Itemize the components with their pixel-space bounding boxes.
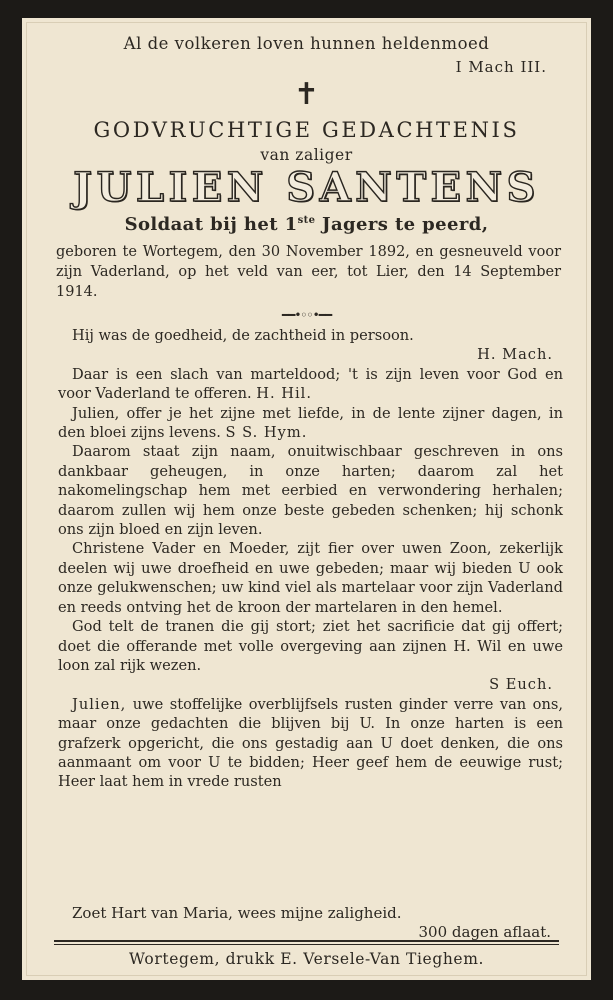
cross-icon: ✝ [293, 77, 320, 112]
paragraph-7 [58, 695, 563, 792]
paragraph-2-text: Daar is een slach van marteldood; 't is zijn leven voor God en voor Vaderland te offeren. [58, 365, 563, 403]
rank-superscript: ste [297, 215, 316, 226]
bottom-rule [54, 940, 559, 945]
closing-prayer: Zoet Hart van Maria, wees mijne zaligheid. [72, 904, 402, 922]
memorial-text [22, 326, 591, 792]
paragraph-6-source: S Euch. [489, 676, 553, 694]
paragraph-2-source: H. Hil. [256, 385, 312, 403]
paragraph-3-text: Julien, offer je het zijne met liefde, in de lente zijner dagen, in den bloei zijns levens. [58, 404, 563, 442]
card-subheading: van zaliger [260, 146, 353, 164]
ornamental-divider: ━━•◦◦•━━ [281, 308, 332, 322]
motto-source: I Mach III. [455, 58, 547, 76]
paragraph-7-lead: Julien, [72, 695, 127, 713]
motto-text: Al de volkeren loven hunnen heldenmoed [123, 34, 490, 53]
paragraph-3 [58, 404, 563, 443]
memorial-card [22, 18, 591, 980]
closing-prayer-block [22, 904, 591, 942]
paragraph-5: Christene Vader en Moeder, zijt fier over uwen Zoon, zekerlijk deelen wij uwe droefheid en uwe gebeden; maar wij bieden U ook onze gelukwenschen; uw kind viel als martelaar voor zijn Vaderland en reeds ontving het de kroon der martelaren in den hemel. [58, 540, 563, 616]
rank-before: Soldaat bij het 1 [124, 214, 298, 235]
military-rank [22, 214, 591, 235]
paragraph-6: God telt de tranen die gij stort; ziet het sacrificie dat gij offert; doet die offerande met volle overgeving aan zijnen H. Wil en uwe loon zal rijk wezen. [58, 618, 563, 674]
paragraph-1-source: H. Mach. [477, 346, 553, 364]
rank-after: Jagers te peerd, [315, 214, 489, 235]
indulgence-note: 300 dagen aflaat. [418, 923, 551, 941]
paragraph-4: Daarom staat zijn naam, onuitwischbaar geschreven in ons dankbaar geheugen, in onze harten; daarom zal het nakomelingschap hem met eerbied en verwondering herhalen; daarom zullen wij hem onze beste gebeden schenken; hij schonk ons zijn bloed en zijn leven. [58, 443, 563, 539]
paragraph-1: Hij was de goedheid, de zachtheid in persoon. [72, 327, 414, 344]
paragraph-3-source: S S. Hym. [225, 424, 308, 442]
paragraph-2 [58, 365, 563, 404]
birth-death-details: geboren te Wortegem, den 30 November 1892, en gesneuveld voor zijn Vaderland, op het veld van eer, tot Lier, den 14 September 1914. [56, 244, 561, 300]
paragraph-7-text: uwe stoffelijke overblijfsels rusten ginder verre van ons, maar onze gedachten die blijven bij U. In onze harten is een grafzerk opgericht, die ons gestadig aan U doet denken, die ons aanmaant om voor U te bidden; Heer geef hem de eeuwige rust; Heer laat hem in vrede rusten [58, 695, 563, 791]
card-heading: GODVRUCHTIGE GEDACHTENIS [93, 118, 520, 142]
deceased-name: JULIEN SANTENS [73, 164, 540, 211]
printer-imprint: Wortegem, drukk E. Versele-Van Tieghem. [128, 950, 485, 968]
